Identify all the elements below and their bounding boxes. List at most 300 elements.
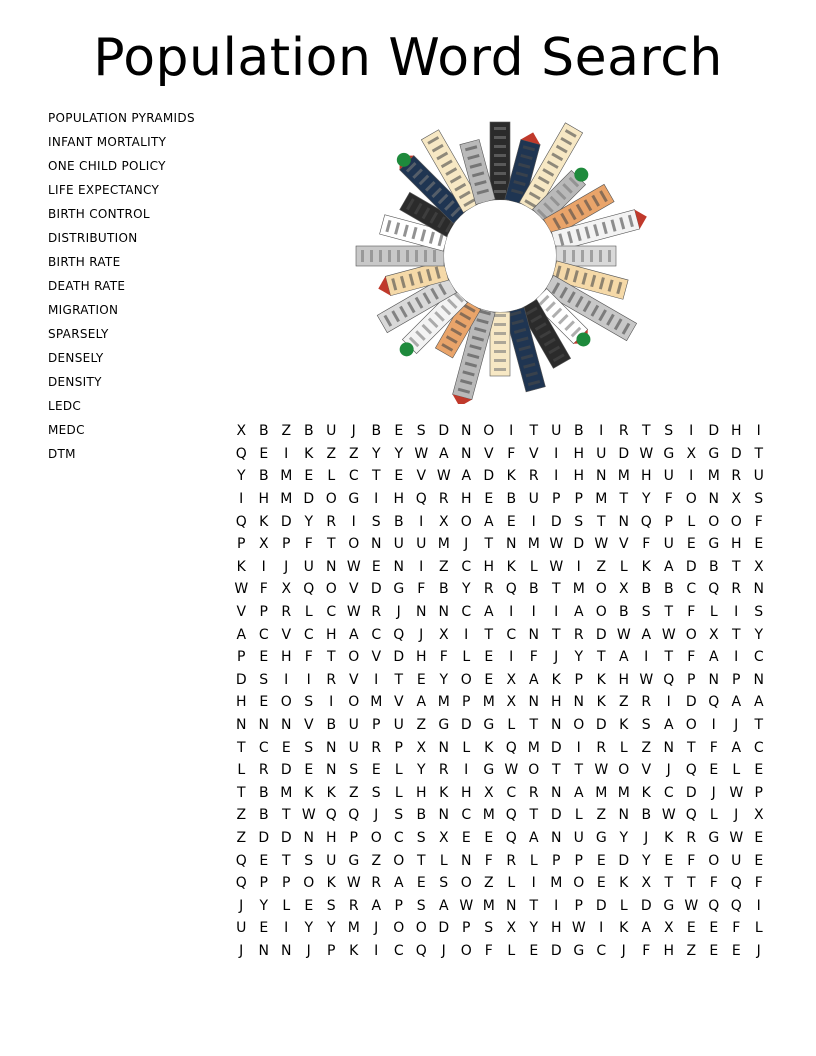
grid-cell: T (574, 762, 584, 779)
grid-cell: D (573, 536, 585, 553)
grid-row (230, 443, 770, 466)
grid-cell: S (416, 423, 426, 440)
grid-cell: N (281, 942, 292, 959)
grid-cell: V (483, 445, 494, 462)
grid-cell: Q (415, 942, 427, 959)
grid-row (230, 849, 770, 872)
grid-cell: Z (371, 852, 382, 869)
grid-cell: I (531, 513, 536, 530)
grid-cell: S (394, 807, 404, 824)
grid-cell: O (370, 829, 382, 846)
grid-row (230, 420, 770, 443)
grid-cell: A (348, 626, 359, 643)
grid-cell: C (461, 807, 472, 824)
grid-cell: C (258, 626, 269, 643)
grid-cell: K (506, 558, 516, 575)
grid-cell: T (664, 604, 674, 621)
grid-cell: T (551, 581, 561, 598)
grid-cell: Y (236, 468, 246, 485)
grid-cell: W (639, 671, 654, 688)
grid-cell: B (393, 513, 404, 530)
grid-cell: T (686, 875, 696, 892)
grid-cell: N (506, 536, 517, 553)
grid-cell: N (258, 717, 269, 734)
grid-cell: J (306, 942, 311, 959)
grid-cell: L (619, 558, 628, 575)
grid-cell: L (619, 897, 628, 914)
grid-row (230, 601, 770, 624)
grid-cell: U (731, 852, 742, 869)
grid-cell: L (394, 762, 403, 779)
grid-cell: I (689, 468, 694, 485)
grid-cell: N (416, 604, 427, 621)
grid-cell: M (280, 491, 293, 508)
grid-cell: D (618, 852, 630, 869)
grid-cell: R (506, 852, 517, 869)
grid-cell: D (640, 897, 652, 914)
grid-cell: Z (596, 807, 607, 824)
word-list-item: BIRTH RATE (48, 255, 121, 269)
grid-cell: K (484, 739, 494, 756)
grid-cell: J (711, 784, 716, 801)
building-shape (356, 246, 444, 266)
grid-cell: P (574, 852, 583, 869)
grid-cell: T (551, 626, 561, 643)
grid-cell: Z (281, 423, 292, 440)
grid-cell: E (371, 558, 381, 575)
grid-cell: E (304, 897, 314, 914)
grid-cell: Q (325, 807, 337, 824)
grid-cell: H (460, 491, 472, 508)
word-list-item: LEDC (48, 399, 82, 413)
grid-cell: R (258, 762, 269, 779)
grid-cell: J (644, 829, 649, 846)
grid-cell: R (371, 739, 382, 756)
grid-cell: E (259, 649, 269, 666)
grid-cell: U (573, 829, 584, 846)
grid-cell: D (550, 513, 562, 530)
grid-row (230, 510, 770, 533)
grid-cell: D (685, 694, 697, 711)
grid-cell: I (531, 604, 536, 621)
grid-cell: X (438, 626, 449, 643)
grid-cell: P (327, 942, 336, 959)
grid-cell: R (326, 671, 337, 688)
grid-cell: E (709, 942, 719, 959)
grid-cell: P (574, 897, 583, 914)
grid-cell: S (664, 423, 674, 440)
grid-cell: K (619, 920, 629, 937)
grid-cell: E (259, 445, 269, 462)
grid-cell: Y (641, 852, 651, 869)
grid-cell: I (599, 423, 604, 440)
grid-cell: B (641, 807, 652, 824)
grid-cell: Y (371, 445, 381, 462)
grid-cell: W (346, 558, 361, 575)
grid-cell: N (393, 558, 404, 575)
grid-cell: O (280, 694, 292, 711)
grid-cell: H (730, 536, 742, 553)
grid-cell: N (236, 717, 247, 734)
grid-cell: C (393, 829, 404, 846)
grid-cell: F (417, 581, 426, 598)
grid-cell: Q (708, 897, 720, 914)
grid-cell: M (617, 784, 630, 801)
grid-cell: N (303, 829, 314, 846)
grid-cell: G (483, 717, 495, 734)
grid-cell: E (664, 852, 674, 869)
grid-cell: J (284, 558, 289, 575)
grid-cell: I (756, 897, 761, 914)
grid-row (230, 488, 770, 511)
grid-cell: E (371, 762, 381, 779)
grid-cell: C (596, 942, 607, 959)
grid-cell: O (573, 717, 585, 734)
grid-cell: R (528, 784, 539, 801)
grid-cell: H (235, 694, 247, 711)
grid-cell: A (573, 784, 584, 801)
grid-cell: Q (303, 581, 315, 598)
grid-cell: N (371, 536, 382, 553)
grid-cell: M (347, 920, 360, 937)
grid-cell: M (280, 468, 293, 485)
grid-cell: O (685, 626, 697, 643)
grid-cell: I (576, 739, 581, 756)
grid-cell: X (281, 581, 292, 598)
grid-cell: X (753, 807, 764, 824)
grid-cell: G (595, 829, 607, 846)
grid-cell: M (280, 784, 293, 801)
grid-cell: N (528, 694, 539, 711)
grid-cell: A (731, 694, 742, 711)
building-shape (490, 122, 510, 200)
grid-cell: A (641, 920, 652, 937)
grid-cell: I (689, 423, 694, 440)
grid-cell: R (371, 875, 382, 892)
grid-cell: R (731, 581, 742, 598)
grid-cell: M (482, 694, 495, 711)
grid-cell: W (234, 581, 249, 598)
grid-cell: R (326, 513, 337, 530)
grid-cell: D (730, 445, 742, 462)
skyline-center (444, 200, 556, 312)
grid-cell: E (686, 920, 696, 937)
grid-cell: P (372, 717, 381, 734)
grid-cell: U (393, 536, 404, 553)
grid-cell: J (419, 626, 424, 643)
grid-cell: A (416, 694, 427, 711)
grid-cell: I (306, 671, 311, 688)
grid-cell: B (416, 807, 427, 824)
grid-cell: O (685, 491, 697, 508)
grid-cell: J (464, 536, 469, 553)
grid-cell: R (348, 897, 359, 914)
grid-cell: K (236, 558, 246, 575)
grid-cell: R (641, 694, 652, 711)
grid-cell: R (573, 626, 584, 643)
grid-cell: U (236, 920, 247, 937)
grid-cell: N (281, 717, 292, 734)
word-list-item: BIRTH CONTROL (48, 207, 150, 221)
grid-cell: N (753, 671, 764, 688)
grid-cell: C (663, 784, 674, 801)
grid-cell: J (621, 942, 626, 959)
grid-cell: Q (730, 897, 742, 914)
grid-cell: O (460, 671, 472, 688)
grid-cell: T (394, 671, 404, 688)
grid-cell: M (437, 536, 450, 553)
grid-cell: I (599, 920, 604, 937)
grid-cell: K (619, 717, 629, 734)
grid-cell: G (438, 717, 450, 734)
grid-cell: T (731, 626, 741, 643)
grid-cell: Z (348, 784, 359, 801)
grid-cell: G (708, 536, 720, 553)
grid-cell: E (281, 739, 291, 756)
grid-cell: N (438, 604, 449, 621)
grid-cell: T (664, 875, 674, 892)
grid-cell: N (438, 807, 449, 824)
grid-cell: P (237, 536, 246, 553)
grid-cell: E (259, 852, 269, 869)
grid-cell: B (438, 581, 449, 598)
grid-cell: Y (416, 762, 426, 779)
word-list-item: SPARSELY (48, 327, 109, 341)
grid-cell: P (349, 829, 358, 846)
word-list-item: MIGRATION (48, 303, 119, 317)
grid-cell: N (528, 626, 539, 643)
grid-cell: E (529, 942, 539, 959)
grid-cell: M (527, 536, 540, 553)
word-list-item: LIFE EXPECTANCY (48, 183, 160, 197)
grid-cell: P (394, 739, 403, 756)
grid-cell: W (571, 920, 586, 937)
grid-cell: E (754, 852, 764, 869)
grid-cell: F (304, 536, 313, 553)
grid-cell: R (686, 829, 697, 846)
grid-cell: Y (394, 445, 404, 462)
grid-cell: C (258, 739, 269, 756)
grid-cell: I (374, 491, 379, 508)
grid-cell: X (731, 491, 742, 508)
grid-cell: J (441, 942, 446, 959)
grid-cell: U (663, 468, 674, 485)
grid-cell: S (484, 920, 494, 937)
grid-cell: H (460, 784, 472, 801)
grid-cell: I (554, 604, 559, 621)
grid-cell: J (396, 604, 401, 621)
grid-cell: U (528, 491, 539, 508)
grid-cell: H (393, 491, 405, 508)
grid-cell: X (753, 558, 764, 575)
grid-cell: G (708, 445, 720, 462)
grid-cell: U (596, 445, 607, 462)
grid-cell: A (438, 445, 449, 462)
grid-cell: Z (641, 739, 652, 756)
grid-cell: E (709, 920, 719, 937)
grid-cell: V (371, 649, 382, 666)
grid-cell: H (730, 423, 742, 440)
grid-cell: E (686, 536, 696, 553)
grid-cell: H (550, 694, 562, 711)
grid-cell: O (393, 852, 405, 869)
grid-cell: O (325, 581, 337, 598)
grid-cell: P (574, 671, 583, 688)
grid-cell: R (618, 423, 629, 440)
grid-cell: N (326, 762, 337, 779)
grid-cell: Q (505, 581, 517, 598)
word-list-item: MEDC (48, 423, 85, 437)
grid-cell: S (439, 875, 449, 892)
grid-cell: G (573, 942, 585, 959)
grid-cell: Y (574, 649, 584, 666)
grid-cell: Y (461, 581, 471, 598)
grid-cell: B (371, 423, 382, 440)
grid-cell: U (326, 852, 337, 869)
grid-cell: C (303, 626, 314, 643)
word-list (48, 110, 195, 470)
grid-cell: A (573, 604, 584, 621)
grid-cell: N (326, 558, 337, 575)
grid-row (230, 917, 770, 940)
grid-cell: P (282, 536, 291, 553)
grid-cell: Z (348, 445, 359, 462)
grid-cell: T (619, 491, 629, 508)
grid-cell: O (460, 942, 472, 959)
grid-cell: H (483, 558, 495, 575)
grid-cell: P (282, 875, 291, 892)
grid-cell: J (734, 717, 739, 734)
grid-cell: E (754, 536, 764, 553)
grid-cell: I (464, 626, 469, 643)
grid-row (230, 872, 770, 895)
grid-cell: E (709, 762, 719, 779)
grid-cell: L (529, 852, 538, 869)
grid-cell: P (552, 852, 561, 869)
grid-cell: B (258, 784, 269, 801)
grid-cell: A (371, 897, 382, 914)
grid-cell: I (284, 445, 289, 462)
grid-cell: N (708, 491, 719, 508)
grid-cell: U (348, 739, 359, 756)
grid-cell: X (483, 784, 494, 801)
grid-cell: L (439, 852, 448, 869)
grid-cell: I (554, 468, 559, 485)
grid-cell: G (348, 491, 360, 508)
grid-cell: K (304, 784, 314, 801)
grid-cell: L (394, 784, 403, 801)
grid-cell: T (529, 423, 539, 440)
grid-cell: V (416, 468, 427, 485)
grid-cell: B (663, 581, 674, 598)
grid-cell: K (304, 445, 314, 462)
grid-cell: W (459, 897, 474, 914)
grid-cell: E (596, 852, 606, 869)
grid-cell: S (371, 513, 381, 530)
grid-cell: X (708, 626, 719, 643)
grid-cell: E (394, 423, 404, 440)
grid-cell: O (573, 875, 585, 892)
grid-cell: Y (326, 920, 336, 937)
grid-cell: T (529, 897, 539, 914)
grid-cell: W (346, 604, 361, 621)
grid-cell: Q (708, 694, 720, 711)
grid-cell: I (509, 649, 514, 666)
grid-cell: R (596, 739, 607, 756)
grid-row (230, 894, 770, 917)
grid-cell: L (507, 717, 516, 734)
grid-cell: Q (640, 513, 652, 530)
grid-cell: X (236, 423, 247, 440)
grid-cell: J (374, 920, 379, 937)
grid-cell: D (258, 829, 270, 846)
grid-row (230, 623, 770, 646)
grid-cell: T (551, 762, 561, 779)
grid-cell: X (438, 829, 449, 846)
grid-cell: L (732, 762, 741, 779)
grid-cell: S (304, 739, 314, 756)
grid-cell: T (484, 626, 494, 643)
grid-cell: F (664, 491, 673, 508)
grid-cell: O (348, 694, 360, 711)
grid-cell: T (371, 468, 381, 485)
grid-cell: E (484, 491, 494, 508)
grid-cell: O (393, 920, 405, 937)
grid-cell: N (551, 717, 562, 734)
grid-cell: L (462, 649, 471, 666)
grid-cell: T (281, 807, 291, 824)
grid-cell: E (304, 762, 314, 779)
grid-cell: F (687, 649, 696, 666)
grid-cell: P (259, 875, 268, 892)
grid-cell: U (393, 717, 404, 734)
grid-cell: M (482, 897, 495, 914)
grid-cell: P (259, 604, 268, 621)
grid-cell: S (349, 762, 359, 779)
grid-cell: W (549, 536, 564, 553)
grid-cell: B (528, 581, 539, 598)
grid-cell: T (529, 807, 539, 824)
grid-cell: T (596, 513, 606, 530)
grid-cell: Z (483, 875, 494, 892)
page-title: Population Word Search (93, 28, 723, 88)
grid-cell: V (303, 717, 314, 734)
grid-cell: Q (663, 671, 675, 688)
grid-cell: M (572, 581, 585, 598)
grid-cell: W (549, 558, 564, 575)
grid-cell: M (595, 491, 608, 508)
grid-cell: I (284, 920, 289, 937)
grid-cell: H (415, 649, 427, 666)
grid-cell: W (504, 762, 519, 779)
grid-cell: A (641, 626, 652, 643)
grid-cell: C (506, 784, 517, 801)
grid-cell: H (640, 468, 652, 485)
grid-cell: O (528, 762, 540, 779)
grid-cell: J (239, 942, 244, 959)
grid-cell: I (419, 558, 424, 575)
grid-cell: A (438, 897, 449, 914)
grid-cell: W (436, 468, 451, 485)
grid-cell: P (732, 671, 741, 688)
grid-cell: H (415, 784, 427, 801)
grid-cell: Y (641, 491, 651, 508)
grid-cell: E (416, 671, 426, 688)
grid-cell: O (460, 513, 472, 530)
grid-cell: W (661, 626, 676, 643)
grid-cell: K (506, 468, 516, 485)
grid-cell: W (594, 762, 609, 779)
